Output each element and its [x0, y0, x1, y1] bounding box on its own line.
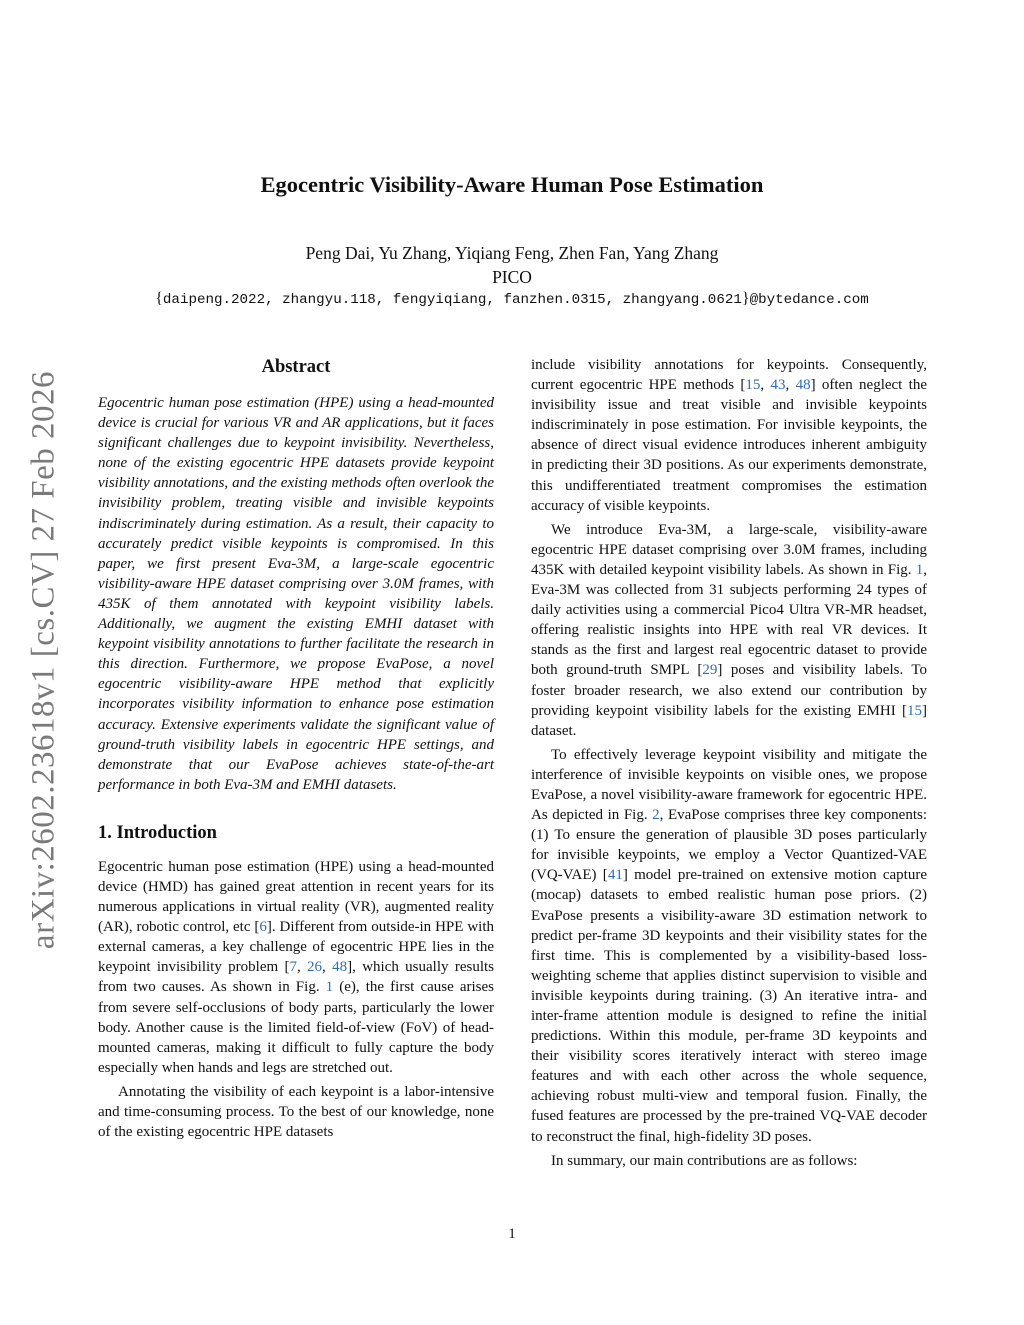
citation-link[interactable]: 48: [332, 959, 348, 976]
affiliation: PICO: [492, 267, 532, 287]
citation-link[interactable]: 15: [907, 702, 922, 719]
email-domain: @bytedance.com: [749, 292, 869, 308]
citation-link[interactable]: 26: [307, 959, 323, 976]
intro-paragraph-1: Egocentric human pose estimation (HPE) using a head-mounted device (HMD) has gained great attention in recent years for its numerous applications in virtual reality (VR), augmented reality (AR), robotic control, etc [6]. Different from outside-in HPE with external cameras, a key challenge of egocentric HPE lies in the keypoint invisibility problem [7, 26, 48], which usually results from two causes. As shown in Fig. 1 (e), the first cause arises from severe self-occlusions of body parts, particularly the lower body. Another cause is the limited field-of-view (FoV) of head-mounted cameras, making it difficult to fully capture the body especially when hands and legs are stretched out.: [98, 858, 494, 1076]
page-number: 1: [508, 1226, 516, 1242]
right-paragraph-4: In summary, our main contributions are as follows:: [551, 1152, 858, 1169]
email-close-brace: }: [741, 290, 750, 307]
citation-link[interactable]: 43: [770, 377, 786, 394]
citation-link[interactable]: 48: [795, 377, 811, 394]
right-paragraph-1: include visibility annotations for keypoints. Consequently, current egocentric HPE methods [15, 43, 48] often neglect the invisibility issue and treat visible and invisible keypoints indiscriminately in pose estimation. For invisible keypoints, the absence of direct visual evidence introduces inherent ambiguity in predicting their 3D positions. As our experiments demonstrate, this undifferentiated treatment compromises the estimation accuracy of visible keypoints.: [531, 357, 927, 514]
right-column: [531, 355, 927, 1171]
citation-link[interactable]: 41: [607, 867, 623, 884]
email-open-brace: {: [155, 290, 163, 307]
figure-link[interactable]: 2: [652, 807, 660, 824]
citation-link[interactable]: 29: [702, 662, 718, 679]
figure-link[interactable]: 1: [915, 561, 924, 578]
arxiv-identifier-stamp: arXiv:2602.23618v1 [cs.CV] 27 Feb 2026: [25, 370, 62, 950]
section-heading-introduction: 1. Introduction: [98, 822, 217, 843]
intro-paragraph-2: Annotating the visibility of each keypoint is a labor-intensive and time-consuming process. To the best of our knowledge, none of the existing egocentric HPE datasets: [98, 1083, 494, 1141]
author-block: [0, 241, 1024, 289]
left-column: [98, 355, 494, 1142]
abstract-heading: Abstract: [261, 357, 331, 377]
figure-link[interactable]: 1: [325, 979, 334, 996]
author-list: Peng Dai, Yu Zhang, Yiqiang Feng, Zhen Fan, Yang Zhang: [305, 243, 719, 263]
citation-link[interactable]: 7: [289, 959, 297, 976]
email-line: [0, 290, 1024, 308]
citation-link[interactable]: 6: [259, 919, 267, 936]
right-paragraph-2: We introduce Eva-3M, a large-scale, visibility-aware egocentric HPE dataset comprising over 3.0M frames, including 435K with detailed keypoint visibility labels. As shown in Fig. 1, Eva-3M was collected from 31 subjects performing 24 types of daily activities using a commercial Pico4 Ultra VR-MR headset, offering realistic insights into HPE with real VR devices. It stands as the first and largest real egocentric dataset to provide both ground-truth SMPL [29] poses and visibility labels. To foster broader research, we also extend our contribution by providing keypoint visibility labels for the existing EMHI [15] dataset.: [531, 521, 927, 739]
abstract-text: Egocentric human pose estimation (HPE) using a head-mounted device is crucial for various VR and AR applications, but it faces significant challenges due to keypoint invisibility. Nevertheless, none of the existing egocentric HPE datasets provide keypoint visibility annotations, and the existing methods often overlook the invisibility problem, treating visible and invisible keypoints indiscriminately during estimation. As a result, their capacity to accurately predict visible keypoints is compromised. In this paper, we first present Eva-3M, a large-scale egocentric visibility-aware HPE dataset comprising over 3.0M frames, with 435K of them annotated with keypoint visibility labels. Additionally, we augment the existing EMHI dataset with keypoint visibility annotations to further facilitate the research in this direction. Furthermore, we propose EvaPose, a novel egocentric visibility-aware HPE method that explicitly incorporates visibility information to enhance pose estimation accuracy. Extensive experiments validate the significant value of ground-truth visibility labels in egocentric HPE settings, and demonstrate that our EvaPose achieves state-of-the-art performance in both Eva-3M and EMHI datasets.: [98, 395, 494, 793]
email-list: daipeng.2022, zhangyu.118, fengyiqiang, fanzhen.0315, zhangyang.0621: [162, 292, 742, 308]
paper-title: Egocentric Visibility-Aware Human Pose Estimation: [260, 172, 764, 197]
citation-link[interactable]: 15: [745, 377, 761, 394]
right-paragraph-3: To effectively leverage keypoint visibility and mitigate the interference of invisible keypoints on visible ones, we propose EvaPose, a novel visibility-aware framework for egocentric HPE. As depicted in Fig. 2, EvaPose comprises three key components: (1) To ensure the generation of plausible 3D poses particularly for invisible keypoints, we employ a Vector Quantized-VAE (VQ-VAE) [41] model pre-trained on extensive motion capture (mocap) datasets to embed realistic human pose priors. (2) EvaPose presents a visibility-aware 3D estimation network to predict per-frame 3D keypoints and their visibility states for the first time. This is complemented by a visibility-based loss-weighting scheme that applies distinct supervision to visible and invisible keypoints during training. (3) An iterative intra- and inter-frame attention module is designed to refine the initial predictions. Within this module, per-frame 3D keypoints and their visibility scores iteratively interact with stereo image features and with each other across the whole sequence, achieving robust multi-view and temporal fusion. Finally, the fused features are processed by the pre-trained VQ-VAE decoder to reconstruct the final, high-fidelity 3D poses.: [531, 746, 927, 1145]
